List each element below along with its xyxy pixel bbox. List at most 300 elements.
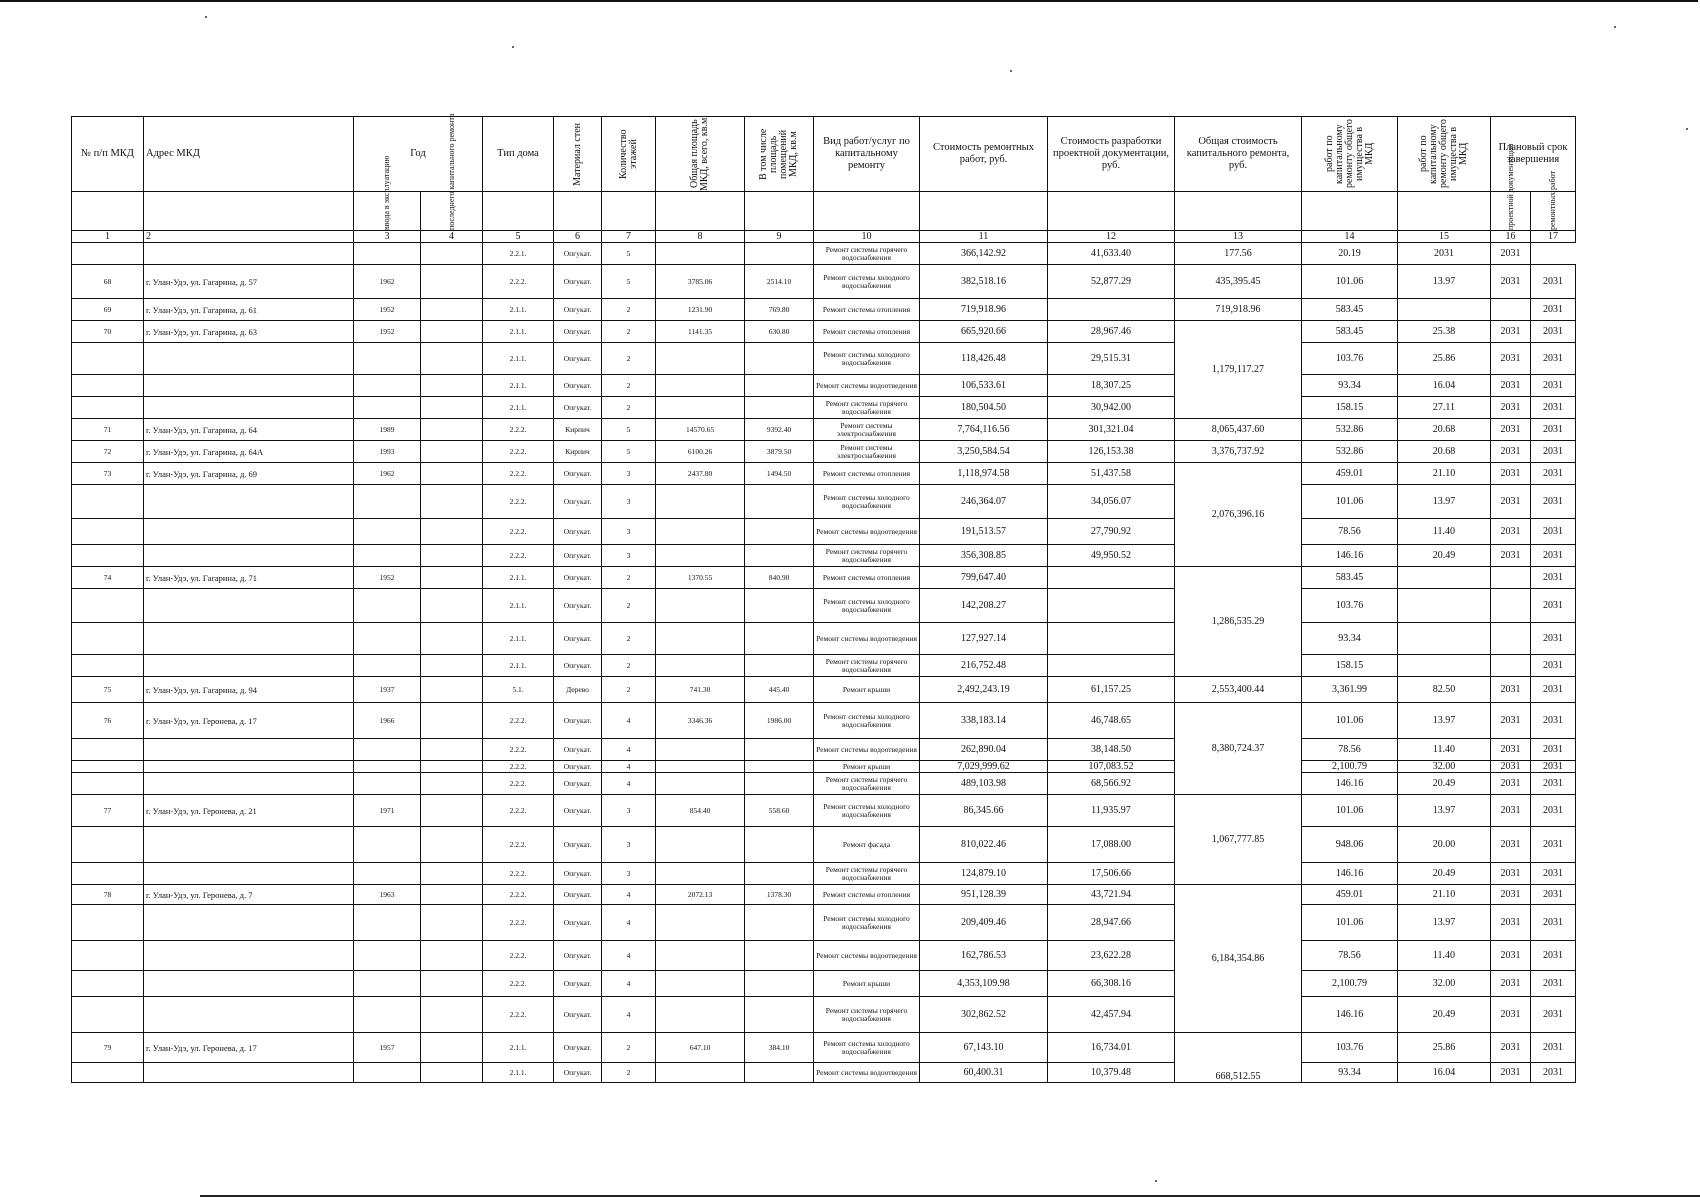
plan-works-year-cell: 2031	[1531, 885, 1576, 905]
cost-design-cell: 42,457.94	[1048, 997, 1175, 1033]
unit-cost-works-cell: 177.56	[1175, 243, 1302, 265]
address-cell: г. Улан-Удэ, ул. Гагарина, д. 63	[144, 321, 354, 343]
unit-cost-works-cell: 583.45	[1302, 299, 1398, 321]
total-cost-cell: 668,512.55	[1175, 1033, 1302, 1083]
year-repair-cell	[421, 677, 483, 703]
floors-cell: 2	[602, 375, 656, 397]
header-num: № п/п МКД	[72, 117, 144, 192]
work-type-cell: Ремонт системы отопления	[814, 463, 920, 485]
year-repair-cell	[421, 299, 483, 321]
floors-cell: 5	[602, 441, 656, 463]
floors-cell: 4	[602, 773, 656, 795]
plan-works-year-cell: 2031	[1531, 1063, 1576, 1083]
area-total-cell	[656, 863, 745, 885]
area-premises-cell	[745, 739, 814, 761]
year-repair-cell	[421, 773, 483, 795]
plan-design-year-cell: 2031	[1491, 375, 1531, 397]
floors-cell: 2	[602, 1063, 656, 1083]
plan-works-year-cell: 2031	[1531, 441, 1576, 463]
row-number-cell	[72, 971, 144, 997]
year-repair-cell	[421, 463, 483, 485]
area-total-cell: 2072.13	[656, 885, 745, 905]
plan-design-year-cell: 2031	[1491, 761, 1531, 773]
floors-cell: 2	[602, 397, 656, 419]
wall-material-cell: Опгукат.	[554, 941, 602, 971]
year-commission-cell	[354, 863, 421, 885]
header-house-type: Тип дома	[483, 117, 554, 192]
cost-works-cell: 489,103.98	[920, 773, 1048, 795]
area-total-cell	[656, 519, 745, 545]
cost-works-cell: 810,022.46	[920, 827, 1048, 863]
house-type-cell: 2.1.1.	[483, 567, 554, 589]
header-cost-works: Стоимость ремонтных работ, руб.	[920, 117, 1048, 192]
cost-design-cell: 38,148.50	[1048, 739, 1175, 761]
cost-works-cell: 2,492,243.19	[920, 677, 1048, 703]
year-repair-cell	[421, 519, 483, 545]
plan-design-year-cell: 2031	[1491, 795, 1531, 827]
plan-design-year-cell: 2031	[1491, 971, 1531, 997]
unit-cost-works-cell: 103.76	[1302, 343, 1398, 375]
unit-cost-works-cell: 2,100.79	[1302, 761, 1398, 773]
year-commission-cell: 1937	[354, 677, 421, 703]
row-number-cell: 79	[72, 1033, 144, 1063]
work-type-cell: Ремонт системы горячего водоснабжения	[814, 773, 920, 795]
year-commission-cell	[354, 827, 421, 863]
area-total-cell: 1231.90	[656, 299, 745, 321]
address-cell: г. Улан-Удэ, ул. Гагарина, д. 71	[144, 567, 354, 589]
unit-cost-design-cell: 20.49	[1398, 545, 1491, 567]
unit-cost-works-cell: 78.56	[1302, 739, 1398, 761]
unit-cost-design-cell: 20.49	[1398, 773, 1491, 795]
row-number-cell	[72, 739, 144, 761]
wall-material-cell: Опгукат.	[554, 343, 602, 375]
cost-works-cell: 60,400.31	[920, 1063, 1048, 1083]
cost-works-cell: 216,752.48	[920, 655, 1048, 677]
area-total-cell	[656, 623, 745, 655]
address-cell	[144, 655, 354, 677]
area-total-cell	[656, 941, 745, 971]
year-repair-cell	[421, 885, 483, 905]
area-premises-cell	[745, 941, 814, 971]
area-total-cell	[656, 997, 745, 1033]
area-premises-cell: 2514.10	[745, 265, 814, 299]
cost-design-cell	[1048, 589, 1175, 623]
unit-cost-design-cell: 32.00	[1398, 761, 1491, 773]
floors-cell: 5	[602, 265, 656, 299]
unit-cost-design-cell: 20.49	[1398, 997, 1491, 1033]
cost-works-cell: 209,409.46	[920, 905, 1048, 941]
cost-works-cell: 246,364.07	[920, 485, 1048, 519]
plan-design-year-cell	[1491, 623, 1531, 655]
table-row	[72, 863, 1576, 885]
area-total-cell	[656, 397, 745, 419]
wall-material-cell: Опгукат.	[554, 485, 602, 519]
plan-design-year-cell: 2031	[1491, 343, 1531, 375]
table-row	[72, 321, 1576, 343]
unit-cost-works-cell: 146.16	[1302, 863, 1398, 885]
plan-works-year-cell: 2031	[1531, 655, 1576, 677]
area-premises-cell	[745, 905, 814, 941]
floors-cell: 4	[602, 761, 656, 773]
plan-works-year-cell: 2031	[1531, 905, 1576, 941]
house-type-cell: 2.2.1.	[483, 243, 554, 265]
plan-works-year-cell: 2031	[1531, 375, 1576, 397]
header-plan: Плановый срок завершения	[1491, 117, 1576, 192]
house-type-cell: 2.2.2.	[483, 485, 554, 519]
wall-material-cell: Опгукат.	[554, 463, 602, 485]
column-number: 1	[72, 231, 144, 243]
area-premises-cell	[745, 397, 814, 419]
floors-cell: 2	[602, 1033, 656, 1063]
address-cell	[144, 739, 354, 761]
unit-cost-design-cell: 11.40	[1398, 739, 1491, 761]
scan-speck	[1614, 26, 1616, 28]
table-row	[72, 519, 1576, 545]
wall-material-cell: Опгукат.	[554, 397, 602, 419]
cost-works-cell: 366,142.92	[920, 243, 1048, 265]
cost-design-cell: 28,947.66	[1048, 905, 1175, 941]
row-number-cell	[72, 623, 144, 655]
unit-cost-works-cell: 2,100.79	[1302, 971, 1398, 997]
unit-cost-design-cell	[1398, 299, 1491, 321]
unit-cost-design-cell: 16.04	[1398, 375, 1491, 397]
area-premises-cell: 1986.00	[745, 703, 814, 739]
year-commission-cell	[354, 905, 421, 941]
year-commission-cell	[354, 1063, 421, 1083]
unit-cost-works-cell: 583.45	[1302, 321, 1398, 343]
wall-material-cell: Опгукат.	[554, 1033, 602, 1063]
house-type-cell: 2.2.2.	[483, 519, 554, 545]
work-type-cell: Ремонт системы водоотведения	[814, 739, 920, 761]
address-cell	[144, 243, 354, 265]
unit-cost-design-cell: 13.97	[1398, 265, 1491, 299]
area-total-cell	[656, 827, 745, 863]
house-type-cell: 2.2.2.	[483, 463, 554, 485]
plan-works-year-cell: 2031	[1531, 545, 1576, 567]
area-premises-cell: 445.40	[745, 677, 814, 703]
row-number-cell	[72, 485, 144, 519]
year-repair-cell	[421, 545, 483, 567]
plan-design-year-cell: 2031	[1491, 773, 1531, 795]
house-type-cell: 2.2.2.	[483, 265, 554, 299]
wall-material-cell: Опгукат.	[554, 623, 602, 655]
plan-design-year-cell: 2031	[1491, 1063, 1531, 1083]
work-type-cell: Ремонт системы отопления	[814, 299, 920, 321]
bottom-border-line	[200, 1195, 1700, 1197]
address-cell: г. Улан-Удэ, ул. Гагарина, д. 69	[144, 463, 354, 485]
row-number-cell: 71	[72, 419, 144, 441]
floors-cell: 4	[602, 885, 656, 905]
column-number: 15	[1398, 231, 1491, 243]
row-number-cell	[72, 243, 144, 265]
wall-material-cell: Опгукат.	[554, 703, 602, 739]
house-type-cell: 2.2.2.	[483, 941, 554, 971]
house-type-cell: 2.2.2.	[483, 739, 554, 761]
header-plan-design: проектной документации	[1491, 192, 1531, 231]
total-cost-cell: 1,067,777.85	[1175, 795, 1302, 885]
cost-design-cell: 52,877.29	[1048, 265, 1175, 299]
table-row	[72, 1063, 1576, 1083]
cost-works-cell: 799,647.40	[920, 567, 1048, 589]
area-premises-cell	[745, 1063, 814, 1083]
row-number-cell	[72, 519, 144, 545]
year-repair-cell	[421, 827, 483, 863]
row-number-cell	[72, 761, 144, 773]
wall-material-cell: Опгукат.	[554, 567, 602, 589]
cost-design-cell: 17,506.66	[1048, 863, 1175, 885]
address-cell: г. Улан-Удэ, ул. Гагарина, д. 61	[144, 299, 354, 321]
plan-works-year-cell: 2031	[1531, 343, 1576, 375]
header-unit-cost-works: работ по капитальному ремонту общего имущества в МКД	[1302, 117, 1398, 192]
cost-design-cell: 18,307.25	[1048, 375, 1175, 397]
row-number-cell: 72	[72, 441, 144, 463]
floors-cell: 2	[602, 623, 656, 655]
work-type-cell: Ремонт системы водоотведения	[814, 519, 920, 545]
wall-material-cell: Опгукат.	[554, 589, 602, 623]
column-number: 8	[656, 231, 745, 243]
floors-cell: 4	[602, 997, 656, 1033]
work-type-cell: Ремонт системы отопления	[814, 885, 920, 905]
cost-works-cell: 338,183.14	[920, 703, 1048, 739]
column-number: 10	[814, 231, 920, 243]
table-row	[72, 463, 1576, 485]
house-type-cell: 2.2.2.	[483, 703, 554, 739]
floors-cell: 4	[602, 971, 656, 997]
year-repair-cell	[421, 623, 483, 655]
year-commission-cell: 1966	[354, 703, 421, 739]
address-cell	[144, 589, 354, 623]
floors-cell: 3	[602, 545, 656, 567]
area-premises-cell: 840.90	[745, 567, 814, 589]
work-type-cell: Ремонт системы горячего водоснабжения	[814, 655, 920, 677]
plan-design-year-cell: 2031	[1398, 243, 1491, 265]
column-number: 7	[602, 231, 656, 243]
area-premises-cell	[745, 243, 814, 265]
unit-cost-works-cell: 101.06	[1302, 905, 1398, 941]
unit-cost-design-cell: 13.97	[1398, 795, 1491, 827]
wall-material-cell: Опгукат.	[554, 795, 602, 827]
year-repair-cell	[421, 905, 483, 941]
work-type-cell: Ремонт системы водоотведения	[814, 941, 920, 971]
row-number-cell	[72, 589, 144, 623]
cost-design-cell: 43,721.94	[1048, 885, 1175, 905]
column-number: 11	[920, 231, 1048, 243]
unit-cost-design-cell: 20.00	[1398, 827, 1491, 863]
table-row	[72, 299, 1576, 321]
wall-material-cell: Дерево	[554, 677, 602, 703]
year-commission-cell: 1952	[354, 321, 421, 343]
address-cell	[144, 827, 354, 863]
unit-cost-works-cell: 146.16	[1302, 997, 1398, 1033]
year-repair-cell	[421, 441, 483, 463]
unit-cost-design-cell: 32.00	[1398, 971, 1491, 997]
address-cell	[144, 545, 354, 567]
house-type-cell: 2.2.2.	[483, 863, 554, 885]
unit-cost-design-cell: 13.97	[1398, 485, 1491, 519]
cost-design-cell: 29,515.31	[1048, 343, 1175, 375]
address-cell	[144, 343, 354, 375]
plan-works-year-cell: 2031	[1531, 971, 1576, 997]
year-repair-cell	[421, 941, 483, 971]
house-type-cell: 5.1.	[483, 677, 554, 703]
cost-works-cell: 1,118,974.58	[920, 463, 1048, 485]
cost-design-cell	[1048, 623, 1175, 655]
column-number: 16	[1491, 231, 1531, 243]
table-row	[72, 773, 1576, 795]
wall-material-cell: Опгукат.	[554, 773, 602, 795]
unit-cost-design-cell: 13.97	[1398, 703, 1491, 739]
year-commission-cell: 1963	[354, 885, 421, 905]
row-number-cell: 75	[72, 677, 144, 703]
total-cost-cell: 2,553,400.44	[1175, 677, 1302, 703]
plan-works-year-cell: 2031	[1491, 243, 1531, 265]
area-total-cell	[656, 655, 745, 677]
year-repair-cell	[421, 343, 483, 375]
header-area-premises: В том числе площадь помещений МКД, кв.м	[745, 117, 814, 192]
year-repair-cell	[421, 243, 483, 265]
year-commission-cell	[354, 655, 421, 677]
unit-cost-works-cell: 158.15	[1302, 655, 1398, 677]
cost-design-cell: 66,308.16	[1048, 971, 1175, 997]
house-type-cell: 2.2.2.	[483, 827, 554, 863]
cost-design-cell: 126,153.38	[1048, 441, 1175, 463]
floors-cell: 4	[602, 739, 656, 761]
plan-works-year-cell: 2031	[1531, 997, 1576, 1033]
column-number: 9	[745, 231, 814, 243]
house-type-cell: 2.2.2.	[483, 971, 554, 997]
area-premises-cell	[745, 519, 814, 545]
cost-works-cell: 951,128.39	[920, 885, 1048, 905]
header-row	[72, 117, 1576, 192]
wall-material-cell: Опгукат.	[554, 885, 602, 905]
unit-cost-design-cell: 13.97	[1398, 905, 1491, 941]
plan-works-year-cell: 2031	[1531, 773, 1576, 795]
area-premises-cell	[745, 589, 814, 623]
year-repair-cell	[421, 739, 483, 761]
year-repair-cell	[421, 971, 483, 997]
plan-works-year-cell: 2031	[1531, 739, 1576, 761]
area-premises-cell	[745, 545, 814, 567]
unit-cost-design-cell: 27.11	[1398, 397, 1491, 419]
plan-design-year-cell	[1491, 589, 1531, 623]
column-number: 12	[1048, 231, 1175, 243]
plan-works-year-cell: 2031	[1531, 589, 1576, 623]
house-type-cell: 2.2.2.	[483, 795, 554, 827]
cost-works-cell: 180,504.50	[920, 397, 1048, 419]
total-cost-cell: 435,395.45	[1175, 265, 1302, 299]
work-type-cell: Ремонт системы холодного водоснабжения	[814, 795, 920, 827]
cost-design-cell: 68,566.92	[1048, 773, 1175, 795]
floors-cell: 3	[602, 519, 656, 545]
area-total-cell	[656, 589, 745, 623]
area-total-cell: 647.10	[656, 1033, 745, 1063]
plan-design-year-cell: 2031	[1491, 519, 1531, 545]
area-total-cell	[656, 1063, 745, 1083]
house-type-cell: 2.1.1.	[483, 623, 554, 655]
work-type-cell: Ремонт крыши	[814, 677, 920, 703]
area-total-cell	[656, 905, 745, 941]
total-cost-cell: 1,286,535.29	[1175, 567, 1302, 677]
area-total-cell	[656, 375, 745, 397]
area-total-cell: 3346.36	[656, 703, 745, 739]
unit-cost-works-cell: 78.56	[1302, 519, 1398, 545]
scan-speck	[1155, 1180, 1157, 1182]
table-row	[72, 971, 1576, 997]
column-number: 4	[421, 231, 483, 243]
cost-design-cell: 27,790.92	[1048, 519, 1175, 545]
house-type-cell: 2.2.2.	[483, 885, 554, 905]
row-number-cell: 78	[72, 885, 144, 905]
row-number-cell: 74	[72, 567, 144, 589]
cost-design-cell: 17,088.00	[1048, 827, 1175, 863]
table-row	[72, 567, 1576, 589]
plan-design-year-cell	[1491, 567, 1531, 589]
area-total-cell: 3785.06	[656, 265, 745, 299]
row-number-cell	[72, 997, 144, 1033]
unit-cost-works-cell: 948.06	[1302, 827, 1398, 863]
area-total-cell	[656, 545, 745, 567]
address-cell	[144, 941, 354, 971]
total-cost-cell: 3,376,737.92	[1175, 441, 1302, 463]
unit-cost-works-cell: 101.06	[1302, 703, 1398, 739]
year-repair-cell	[421, 863, 483, 885]
total-cost-cell: 8,380,724.37	[1175, 703, 1302, 795]
table-row	[72, 795, 1576, 827]
year-commission-cell: 1993	[354, 441, 421, 463]
table-row	[72, 703, 1576, 739]
floors-cell: 2	[602, 655, 656, 677]
address-cell	[144, 971, 354, 997]
area-premises-cell: 630.80	[745, 321, 814, 343]
year-commission-cell: 1952	[354, 567, 421, 589]
unit-cost-design-cell: 11.40	[1398, 941, 1491, 971]
plan-works-year-cell: 2031	[1531, 419, 1576, 441]
cost-works-cell: 191,513.57	[920, 519, 1048, 545]
house-type-cell: 2.1.1.	[483, 1063, 554, 1083]
work-type-cell: Ремонт системы холодного водоснабжения	[814, 1033, 920, 1063]
wall-material-cell: Опгукат.	[554, 997, 602, 1033]
header-cost-design: Стоимость разработки проектной документации, руб.	[1048, 117, 1175, 192]
unit-cost-design-cell: 25.38	[1398, 321, 1491, 343]
row-number-cell	[72, 773, 144, 795]
area-total-cell	[656, 739, 745, 761]
table-row	[72, 397, 1576, 419]
unit-cost-design-cell: 20.68	[1398, 441, 1491, 463]
house-type-cell: 2.2.2.	[483, 761, 554, 773]
cost-works-cell: 665,920.66	[920, 321, 1048, 343]
wall-material-cell: Опгукат.	[554, 1063, 602, 1083]
area-total-cell	[656, 773, 745, 795]
plan-works-year-cell: 2031	[1531, 1033, 1576, 1063]
address-cell: г. Улан-Удэ, ул. Гагарина, д. 64	[144, 419, 354, 441]
row-number-cell	[72, 827, 144, 863]
address-cell: г. Улан-Удэ, ул. Геронева, д. 17	[144, 703, 354, 739]
address-cell: г. Улан-Удэ, ул. Гагарина, д. 57	[144, 265, 354, 299]
plan-design-year-cell: 2031	[1491, 397, 1531, 419]
address-cell	[144, 773, 354, 795]
address-cell: г. Улан-Удэ, ул. Геронева, д. 21	[144, 795, 354, 827]
wall-material-cell: Опгукат.	[554, 265, 602, 299]
cost-works-cell: 67,143.10	[920, 1033, 1048, 1063]
floors-cell: 4	[602, 703, 656, 739]
total-cost-cell: 6,184,354.86	[1175, 885, 1302, 1033]
cost-design-cell: 28,967.46	[1048, 321, 1175, 343]
cost-works-cell: 86,345.66	[920, 795, 1048, 827]
work-type-cell: Ремонт системы водоотведения	[814, 623, 920, 655]
plan-design-year-cell: 2031	[1491, 827, 1531, 863]
table-row	[72, 623, 1576, 655]
year-repair-cell	[421, 795, 483, 827]
